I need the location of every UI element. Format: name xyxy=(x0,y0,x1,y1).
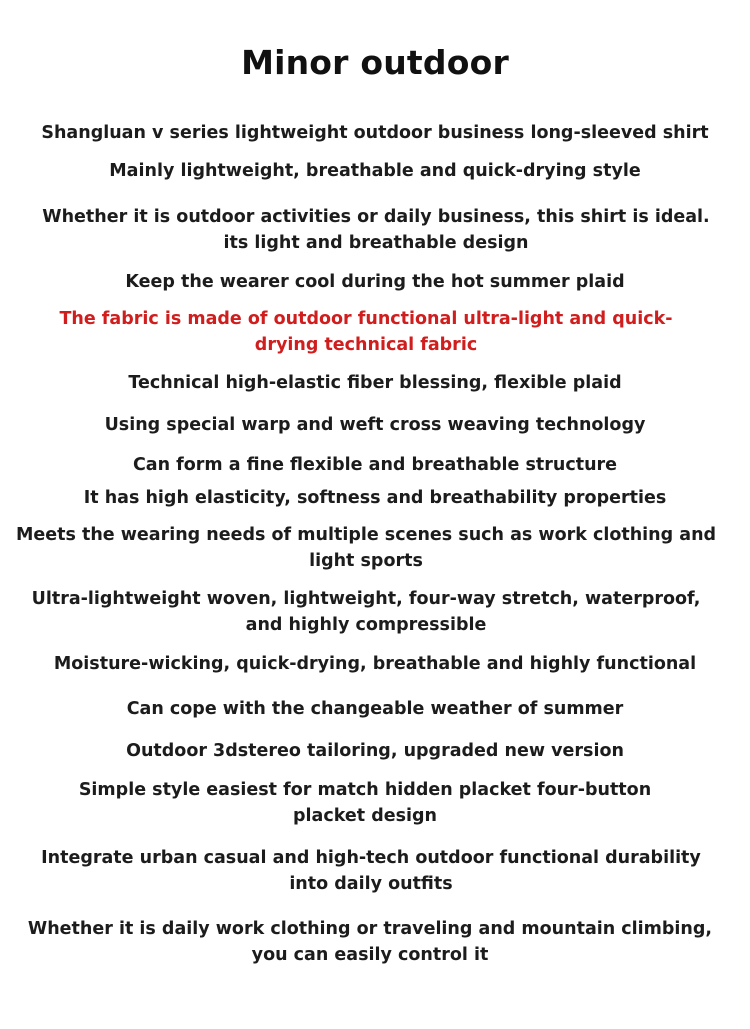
description-line-17: Whether it is daily work clothing or traveling and mountain climbing, you can easily control it xyxy=(27,919,713,965)
description-line-15: Simple style easiest for match hidden placket four-button placket design xyxy=(78,780,652,826)
description-line-3: Whether it is outdoor activities or daily business, this shirt is ideal. its light and breathable design xyxy=(42,207,710,253)
description-line-13: Can cope with the changeable weather of summer xyxy=(126,699,624,719)
description-line-2: Mainly lightweight, breathable and quick-drying style xyxy=(109,161,641,181)
description-line-8: Can form a fine flexible and breathable structure xyxy=(132,455,618,475)
description-line-9: It has high elasticity, softness and breathability properties xyxy=(83,488,667,508)
description-line-4: Keep the wearer cool during the hot summer plaid xyxy=(125,272,625,292)
description-line-12: Moisture-wicking, quick-drying, breathable and highly functional xyxy=(53,654,697,674)
description-line-7: Using special warp and weft cross weaving technology xyxy=(104,415,646,435)
description-line-1: Shangluan v series lightweight outdoor business long-sleeved shirt xyxy=(41,123,709,143)
description-line-11: Ultra-lightweight woven, lightweight, four-way stretch, waterproof, and highly compressible xyxy=(31,589,701,635)
description-line-16: Integrate urban casual and high-tech outdoor functional durability into daily outfits xyxy=(41,848,701,894)
description-line-5-highlight: The fabric is made of outdoor functional ultra-light and quick-drying technical fabric xyxy=(59,309,673,355)
description-line-10: Meets the wearing needs of multiple scenes such as work clothing and light sports xyxy=(15,525,717,571)
description-line-6: Technical high-elastic fiber blessing, flexible plaid xyxy=(128,373,622,393)
page-title: Minor outdoor xyxy=(241,43,509,82)
description-line-14: Outdoor 3dstereo tailoring, upgraded new version xyxy=(126,741,624,761)
